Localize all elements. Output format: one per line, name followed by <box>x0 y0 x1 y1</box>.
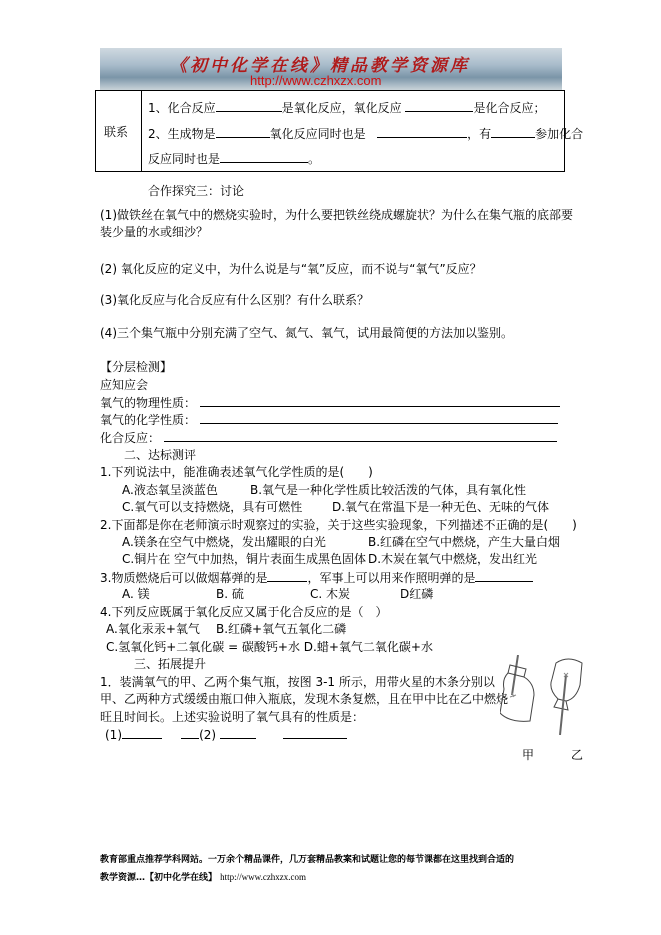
section2-heading: 二、达标测评 <box>124 448 197 462</box>
s2-q3-c: C. 木炭 <box>310 587 351 601</box>
question-1: (1)做铁丝在氧气中的燃烧实验时，为什么要把铁丝绕成螺旋状？为什么在集气瓶的底部要 <box>100 208 574 222</box>
s2-q3-d: D红磷 <box>400 587 434 601</box>
table-line-2 <box>148 125 583 142</box>
footer-line-2 <box>100 869 306 886</box>
text: ，军事上可以用来作照明弹的是 <box>307 571 476 585</box>
blank <box>475 569 533 582</box>
bottle-yi <box>551 659 582 735</box>
s2-q1-b: B.氧气是一种化学性质比较活泼的气体，具有氧化性 <box>250 483 527 497</box>
s2-q4: 4.下列反应既属于氧化反应又属于化合反应的是（ ） <box>100 605 388 619</box>
text: (2) <box>199 728 217 742</box>
s2-q2-d: D.木炭在氧气中燃烧，发出红光 <box>368 552 538 566</box>
s2-q3-b: B. 硫 <box>216 587 244 601</box>
table-line-3 <box>148 150 320 167</box>
blank <box>216 99 282 112</box>
blank <box>216 125 270 138</box>
banner-title: 《初中化学在线》精品教学资源库 <box>170 56 470 76</box>
s3-line-3: 旺且时间长。上述实验说明了氧气具有的性质是： <box>100 710 365 724</box>
blank <box>377 125 467 138</box>
blank <box>220 150 308 163</box>
s2-q2-c: C.铜片在 空气中加热，铜片表面生成黑色固体 <box>122 552 367 566</box>
text: 。 <box>308 152 321 166</box>
s3-line-1: 1．装满氧气的甲、乙两个集气瓶，按图 3-1 所示，用带火星的木条分别以 <box>100 675 495 689</box>
field-physical <box>100 394 560 411</box>
s2-q1: 1.下列说法中，能准确表述氧气化学性质的是( ) <box>100 465 373 479</box>
figure-label-yi: 乙 <box>571 748 584 762</box>
text: 参加化合 <box>535 127 584 141</box>
blank <box>122 726 162 739</box>
blank <box>181 726 199 739</box>
text: 氧化反应同时也是 <box>269 127 366 141</box>
question-1-cont: 装少量的水或细沙？ <box>100 225 209 239</box>
s2-q4-b: B.红磷+氧气五氧化二磷 <box>216 622 347 636</box>
field-combination <box>100 429 557 446</box>
section3-heading: 三、拓展提升 <box>134 657 207 671</box>
blank <box>405 99 473 112</box>
gas-bottle-figure <box>500 655 615 735</box>
s2-q1-a: A.液态氧呈淡蓝色 <box>122 483 218 497</box>
question-3: (3)氧化反应与化合反应有什么区别？有什么联系？ <box>100 293 369 307</box>
discussion-heading: 合作探究三：讨论 <box>148 184 245 198</box>
footer-line-1: 教育部重点推荐学科网站。一万余个精品课件，几万套精品教案和试题让您的每节课都在这里找到合适的 <box>100 855 515 865</box>
text: 教学资源…【初中化学在线】 <box>100 873 218 883</box>
s2-q1-c: C.氧气可以支持燃烧，具有可燃性 <box>122 500 303 514</box>
bottle-jia <box>500 655 534 721</box>
blank <box>220 726 256 739</box>
text: 反应同时也是 <box>148 152 221 166</box>
s2-q2-b: B.红磷在空气中燃烧，产生大量白烟 <box>368 535 561 549</box>
text: 是氧化反应，氧化反应 <box>281 101 402 115</box>
s2-q2: 2.下面都是你在老师演示时观察过的实验，关于这些实验现象，下列描述不正确的是( ) <box>100 518 577 532</box>
s2-q3 <box>100 569 533 586</box>
blank <box>164 429 557 442</box>
blank <box>200 411 558 424</box>
check-sub: 应知应会 <box>100 378 149 392</box>
s2-q1-d: D.氧气在常温下是一种无色、无味的气体 <box>332 500 550 514</box>
label: 氧气的物理性质： <box>100 396 197 410</box>
field-chemical <box>100 411 558 428</box>
table-label-cell <box>96 91 142 171</box>
s2-q4-cd: C.氢氧化钙+二氧化碳 = 碳酸钙+水 D.蜡+氧气二氧化碳+水 <box>106 640 433 654</box>
blank <box>200 394 560 407</box>
relation-table <box>95 90 584 172</box>
s2-q4-a: A.氧化汞汞+氧气 <box>106 622 200 636</box>
text: 2、生成物是 <box>148 127 216 141</box>
s2-q3-a: A. 镁 <box>122 587 150 601</box>
s3-answers <box>105 726 347 743</box>
question-2: (2) 氧化反应的定义中，为什么说是与“氧”反应，而不说与“氧气”反应？ <box>100 262 482 276</box>
text: (1) <box>105 728 122 742</box>
blank <box>267 569 307 582</box>
table-label: 联系 <box>104 125 129 139</box>
text: 1、化合反应 <box>148 101 216 115</box>
label: 化合反应： <box>100 431 161 445</box>
blank <box>283 726 347 739</box>
check-heading: 【分层检测】 <box>100 360 173 374</box>
s3-line-2: 甲、乙两种方式缓缓由瓶口伸入瓶底，发现木条复燃，且在甲中比在乙中燃烧 <box>100 692 509 706</box>
text: ，有 <box>467 127 492 141</box>
question-4: (4)三个集气瓶中分别充满了空气、氮气、氧气，试用最简便的方法加以鉴别。 <box>100 326 514 340</box>
header-banner <box>100 48 562 90</box>
table-line-1 <box>148 99 546 116</box>
s2-q2-a: A.镁条在空气中燃烧，发出耀眼的白光 <box>122 535 326 549</box>
blank <box>491 125 535 138</box>
footer-link[interactable]: http://www.czhxzx.com <box>220 872 307 882</box>
banner-url[interactable]: http://www.czhxzx.com <box>250 73 382 88</box>
label: 氧气的化学性质： <box>100 413 197 427</box>
figure-label-jia: 甲 <box>522 748 535 762</box>
text: 是化合反应； <box>473 101 546 115</box>
text: 3.物质燃烧后可以做烟幕弹的是 <box>100 571 268 585</box>
